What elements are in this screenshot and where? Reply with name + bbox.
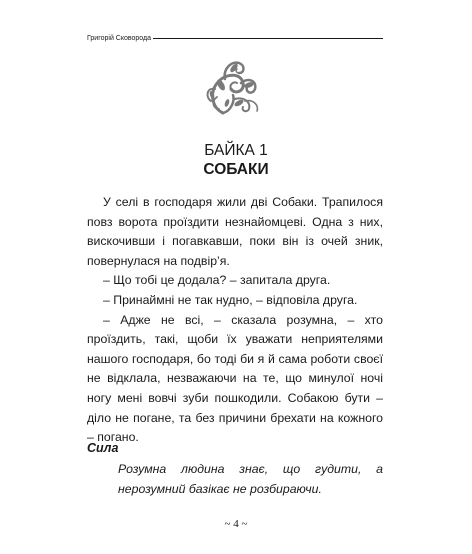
fable-name: СОБАКИ	[203, 161, 269, 178]
paragraph: – Принаймні не так нудно, – відповіла друга.	[103, 292, 358, 307]
fable-number-title: БАЙКА 1	[204, 142, 268, 159]
moral-text: Розумна людина знає, що гудити, а нерозумний базікає не розбираючи.	[118, 462, 383, 496]
page-number: ~ 4 ~	[224, 518, 248, 530]
floral-ornament-icon	[201, 55, 263, 117]
paragraph: У селі в господаря жили дві Собаки. Трапилося повз ворота проїздити незнайомцеві. Одна з них, вискочивши і погавкавши, поки він із очей зник, повернулася на подвір’я.	[87, 195, 383, 268]
header-author: Григорій Сковорода	[87, 34, 152, 42]
running-header	[87, 32, 383, 44]
header-rule	[153, 38, 383, 39]
paragraph: – Що тобі це додала? – запитала друга.	[103, 273, 331, 288]
paragraph: – Адже не всі, – сказала розумна, – хто проїздить, такі, щоби їх уважати неприятелями нашого господаря, бо тоді би я й сама роботи своєї не відклала, незважаючи на те, що минулої ночі ногу мені вовчі зуби пошкодили. Собакою бути – діло не погане, та без причини брехати на кожного – погано.	[87, 312, 383, 445]
moral-label: Сила	[87, 441, 119, 455]
fable-text	[87, 193, 383, 448]
